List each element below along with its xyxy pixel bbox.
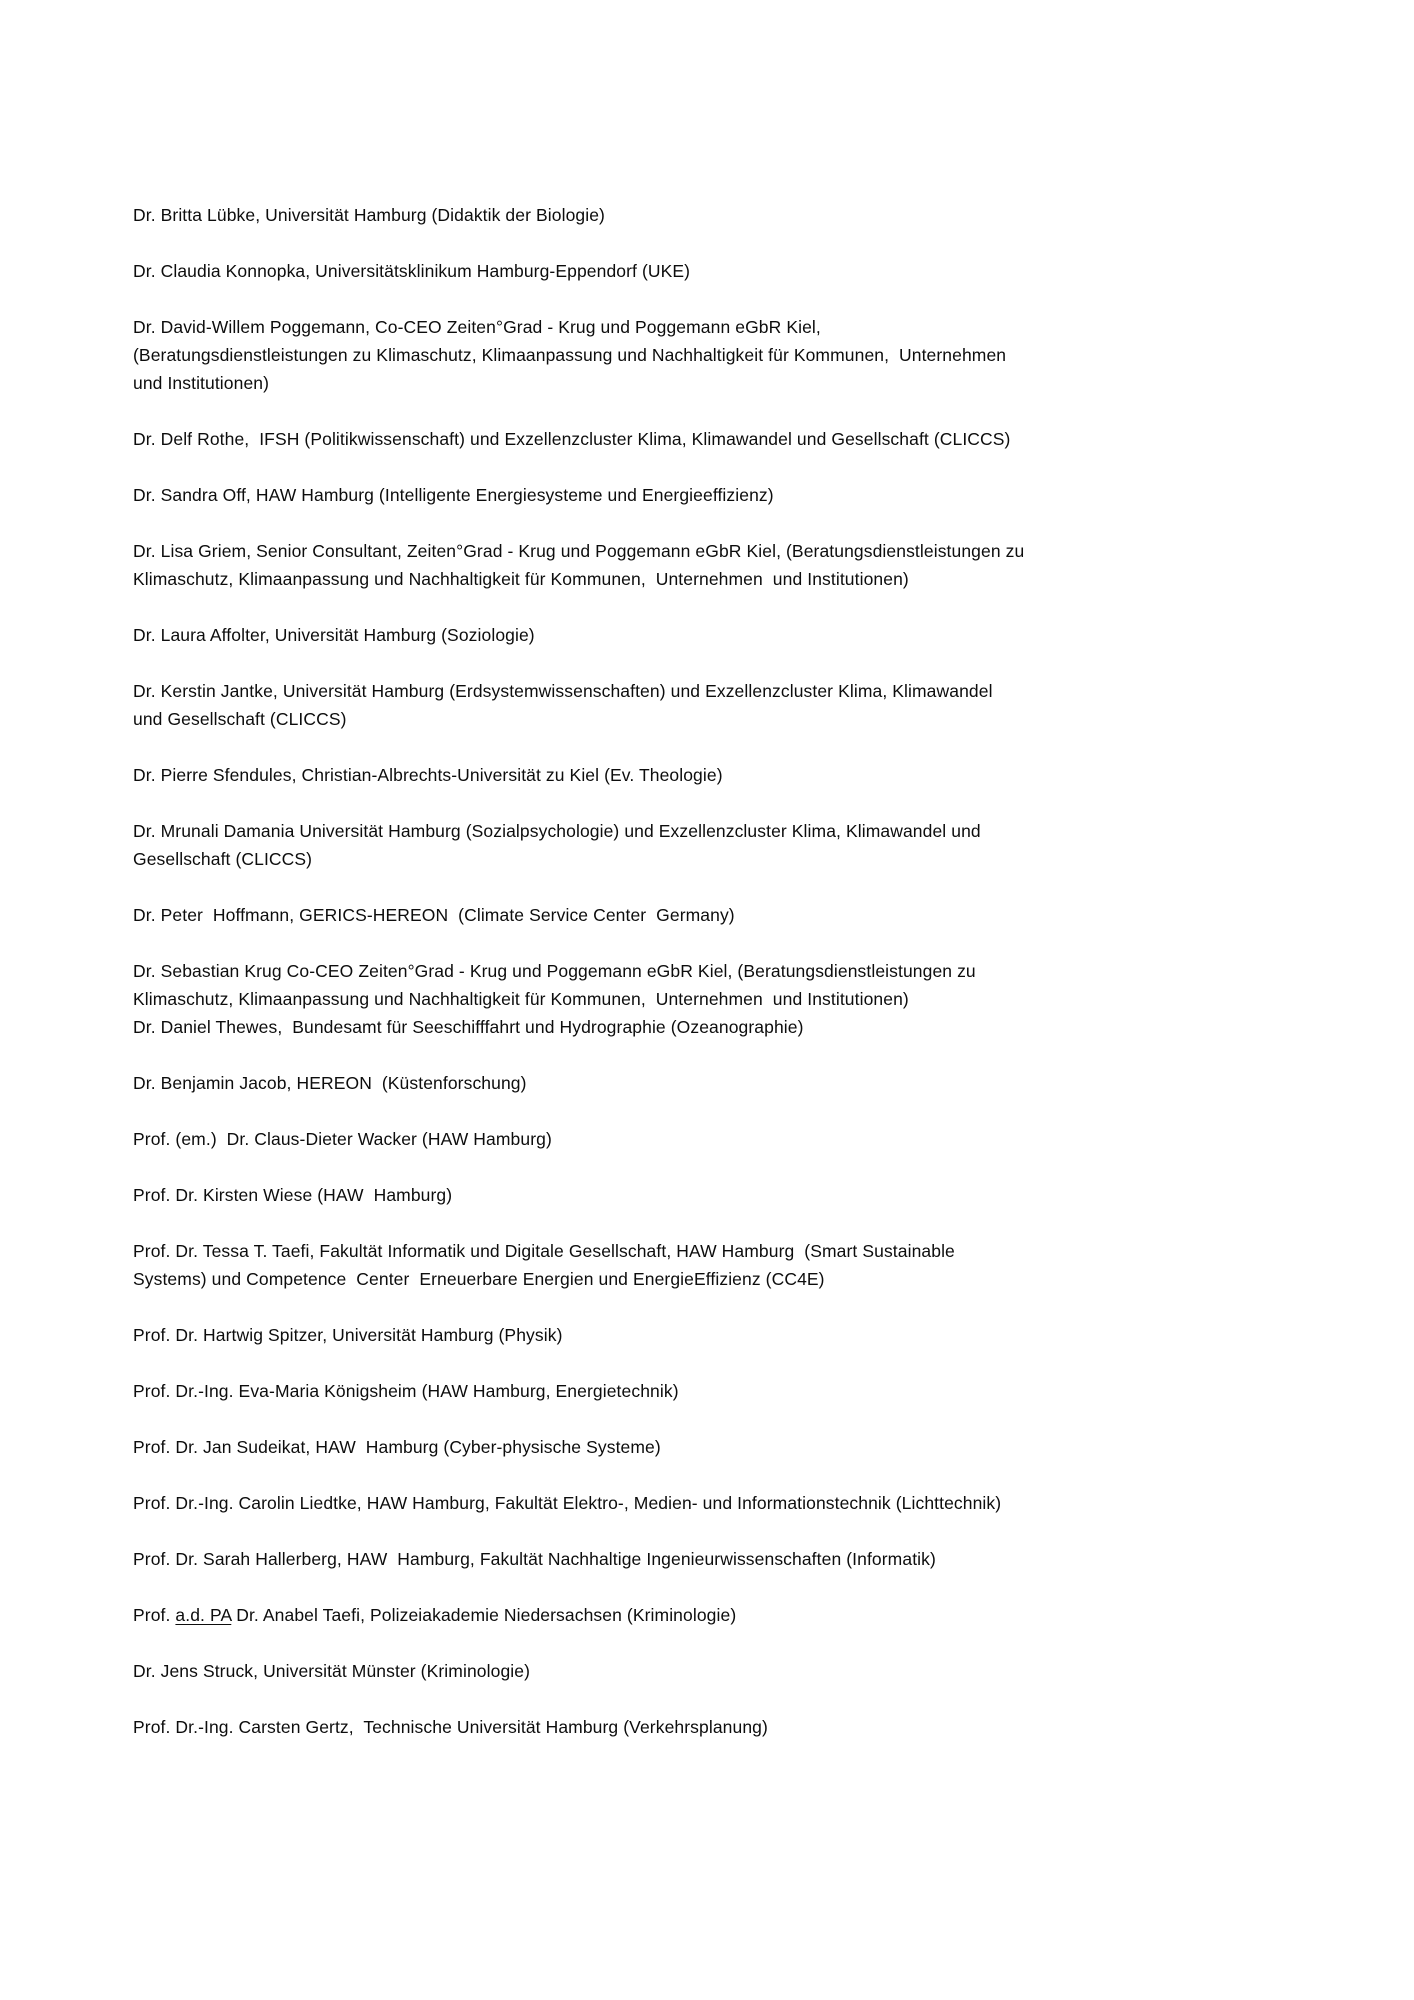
signatory-entry	[133, 1601, 1294, 1629]
underlined-text-segment: a.d. PA	[175, 1605, 232, 1625]
entry-line: Prof. Dr.-Ing. Carsten Gertz, Technische Universität Hamburg (Verkehrsplanung)	[133, 1717, 768, 1737]
signatory-entry	[133, 1237, 1294, 1293]
signatory-entry	[133, 1377, 1294, 1405]
entry-line: Dr. Laura Affolter, Universität Hamburg (Soziologie)	[133, 625, 535, 645]
entry-line: Prof. Dr. Jan Sudeikat, HAW Hamburg (Cyber-physische Systeme)	[133, 1437, 661, 1457]
entry-line: Prof. Dr. Kirsten Wiese (HAW Hamburg)	[133, 1185, 453, 1205]
signatory-entry	[133, 313, 1294, 397]
signatory-entry	[133, 1713, 1294, 1741]
entry-line: Prof. Dr. Tessa T. Taefi, Fakultät Informatik und Digitale Gesellschaft, HAW Hamburg (Smart Sustainable	[133, 1241, 955, 1261]
entry-line: Prof. (em.) Dr. Claus-Dieter Wacker (HAW Hamburg)	[133, 1129, 552, 1149]
entry-line: Dr. David-Willem Poggemann, Co-CEO Zeiten°Grad - Krug und Poggemann eGbR Kiel,	[133, 317, 821, 337]
entry-line: Dr. Benjamin Jacob, HEREON (Küstenforschung)	[133, 1073, 527, 1093]
signatory-entry	[133, 1321, 1294, 1349]
signatory-entry	[133, 1433, 1294, 1461]
entry-line: Dr. Britta Lübke, Universität Hamburg (Didaktik der Biologie)	[133, 205, 605, 225]
signatory-entry	[133, 425, 1294, 453]
entry-line: Prof. Dr.-Ing. Carolin Liedtke, HAW Hamburg, Fakultät Elektro-, Medien- und Informationstechnik (Lichttechnik)	[133, 1493, 1002, 1513]
signatory-entry	[133, 1489, 1294, 1517]
entry-line: Klimaschutz, Klimaanpassung und Nachhaltigkeit für Kommunen, Unternehmen und Institutionen)	[133, 989, 909, 1009]
signatory-entry	[133, 621, 1294, 649]
entry-line: Dr. Jens Struck, Universität Münster (Kriminologie)	[133, 1661, 531, 1681]
signatory-entry	[133, 481, 1294, 509]
signatory-entry	[133, 817, 1294, 873]
signatory-entry	[133, 1181, 1294, 1209]
signatory-entry	[133, 1545, 1294, 1573]
entry-line: Dr. Kerstin Jantke, Universität Hamburg (Erdsystemwissenschaften) und Exzellenzcluster Klima, Klimawandel	[133, 681, 993, 701]
entry-line: Dr. Sebastian Krug Co-CEO Zeiten°Grad - Krug und Poggemann eGbR Kiel, (Beratungsdienstleistungen zu	[133, 961, 976, 981]
entry-line: Prof. Dr.-Ing. Eva-Maria Königsheim (HAW Hamburg, Energietechnik)	[133, 1381, 679, 1401]
entry-line: Dr. Lisa Griem, Senior Consultant, Zeiten°Grad - Krug und Poggemann eGbR Kiel, (Beratungsdienstleistungen zu	[133, 541, 1025, 561]
signatory-entry	[133, 537, 1294, 593]
entry-line: Dr. Claudia Konnopka, Universitätsklinikum Hamburg-Eppendorf (UKE)	[133, 261, 691, 281]
entry-line: und Institutionen)	[133, 373, 270, 393]
entry-line: Dr. Mrunali Damania Universität Hamburg (Sozialpsychologie) und Exzellenzcluster Klima, Klimawandel und	[133, 821, 981, 841]
signatory-entry	[133, 761, 1294, 789]
entry-line: Gesellschaft (CLICCS)	[133, 849, 313, 869]
entry-line: Prof. Dr. Sarah Hallerberg, HAW Hamburg, Fakultät Nachhaltige Ingenieurwissenschaften (Informatik)	[133, 1549, 936, 1569]
signatory-entry	[133, 1069, 1294, 1097]
entry-text-segment: Prof.	[133, 1605, 176, 1625]
entry-line: Dr. Peter Hoffmann, GERICS-HEREON (Climate Service Center Germany)	[133, 905, 735, 925]
signatory-entry	[133, 677, 1294, 733]
entry-line: (Beratungsdienstleistungen zu Klimaschutz, Klimaanpassung und Nachhaltigkeit für Kommunen, Unternehmen	[133, 345, 1007, 365]
entry-line: Systems) und Competence Center Erneuerbare Energien und EnergieEffizienz (CC4E)	[133, 1269, 825, 1289]
entry-text-segment: Dr. Anabel Taefi, Polizeiakademie Niedersachsen (Kriminologie)	[231, 1605, 737, 1625]
entry-line: und Gesellschaft (CLICCS)	[133, 709, 347, 729]
signatory-entry	[133, 1125, 1294, 1153]
entry-line: Dr. Pierre Sfendules, Christian-Albrechts-Universität zu Kiel (Ev. Theologie)	[133, 765, 723, 785]
signatory-list	[133, 201, 1294, 1741]
entry-line	[133, 1601, 1294, 1629]
signatory-entry	[133, 957, 1294, 1041]
entry-line: Dr. Delf Rothe, IFSH (Politikwissenschaft) und Exzellenzcluster Klima, Klimawandel und Gesellschaft (CLICCS)	[133, 429, 1011, 449]
signatory-entry	[133, 1657, 1294, 1685]
signatory-entry	[133, 201, 1294, 229]
signatory-entry	[133, 257, 1294, 285]
entry-line: Prof. Dr. Hartwig Spitzer, Universität Hamburg (Physik)	[133, 1325, 563, 1345]
entry-line: Klimaschutz, Klimaanpassung und Nachhaltigkeit für Kommunen, Unternehmen und Institutionen)	[133, 569, 909, 589]
signatory-entry	[133, 901, 1294, 929]
entry-line: Dr. Daniel Thewes, Bundesamt für Seeschifffahrt und Hydrographie (Ozeanographie)	[133, 1017, 804, 1037]
entry-line: Dr. Sandra Off, HAW Hamburg (Intelligente Energiesysteme und Energieeffizienz)	[133, 485, 774, 505]
